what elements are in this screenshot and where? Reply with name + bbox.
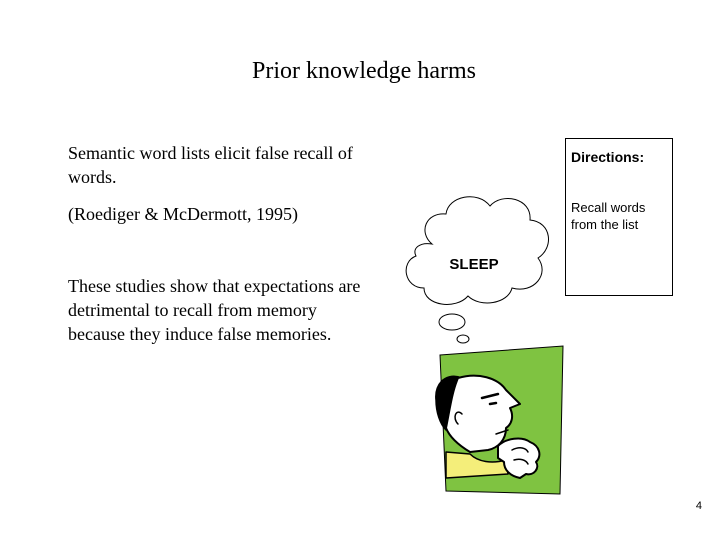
thought-bubble-word: SLEEP <box>449 256 499 273</box>
paragraph-semantic-lists: Semantic word lists elicit false recall of words. <box>68 143 353 187</box>
directions-instruction: Recall words from the list <box>571 200 646 232</box>
paragraph-citation: (Roediger & McDermott, 1995) <box>68 204 298 224</box>
directions-heading: Directions: <box>571 149 645 165</box>
paragraph-conclusion: These studies show that expectations are detrimental to recall from memory because they induce false memories. <box>68 276 361 344</box>
page-number: 4 <box>695 500 702 512</box>
slide-title: Prior knowledge harms <box>252 58 476 84</box>
